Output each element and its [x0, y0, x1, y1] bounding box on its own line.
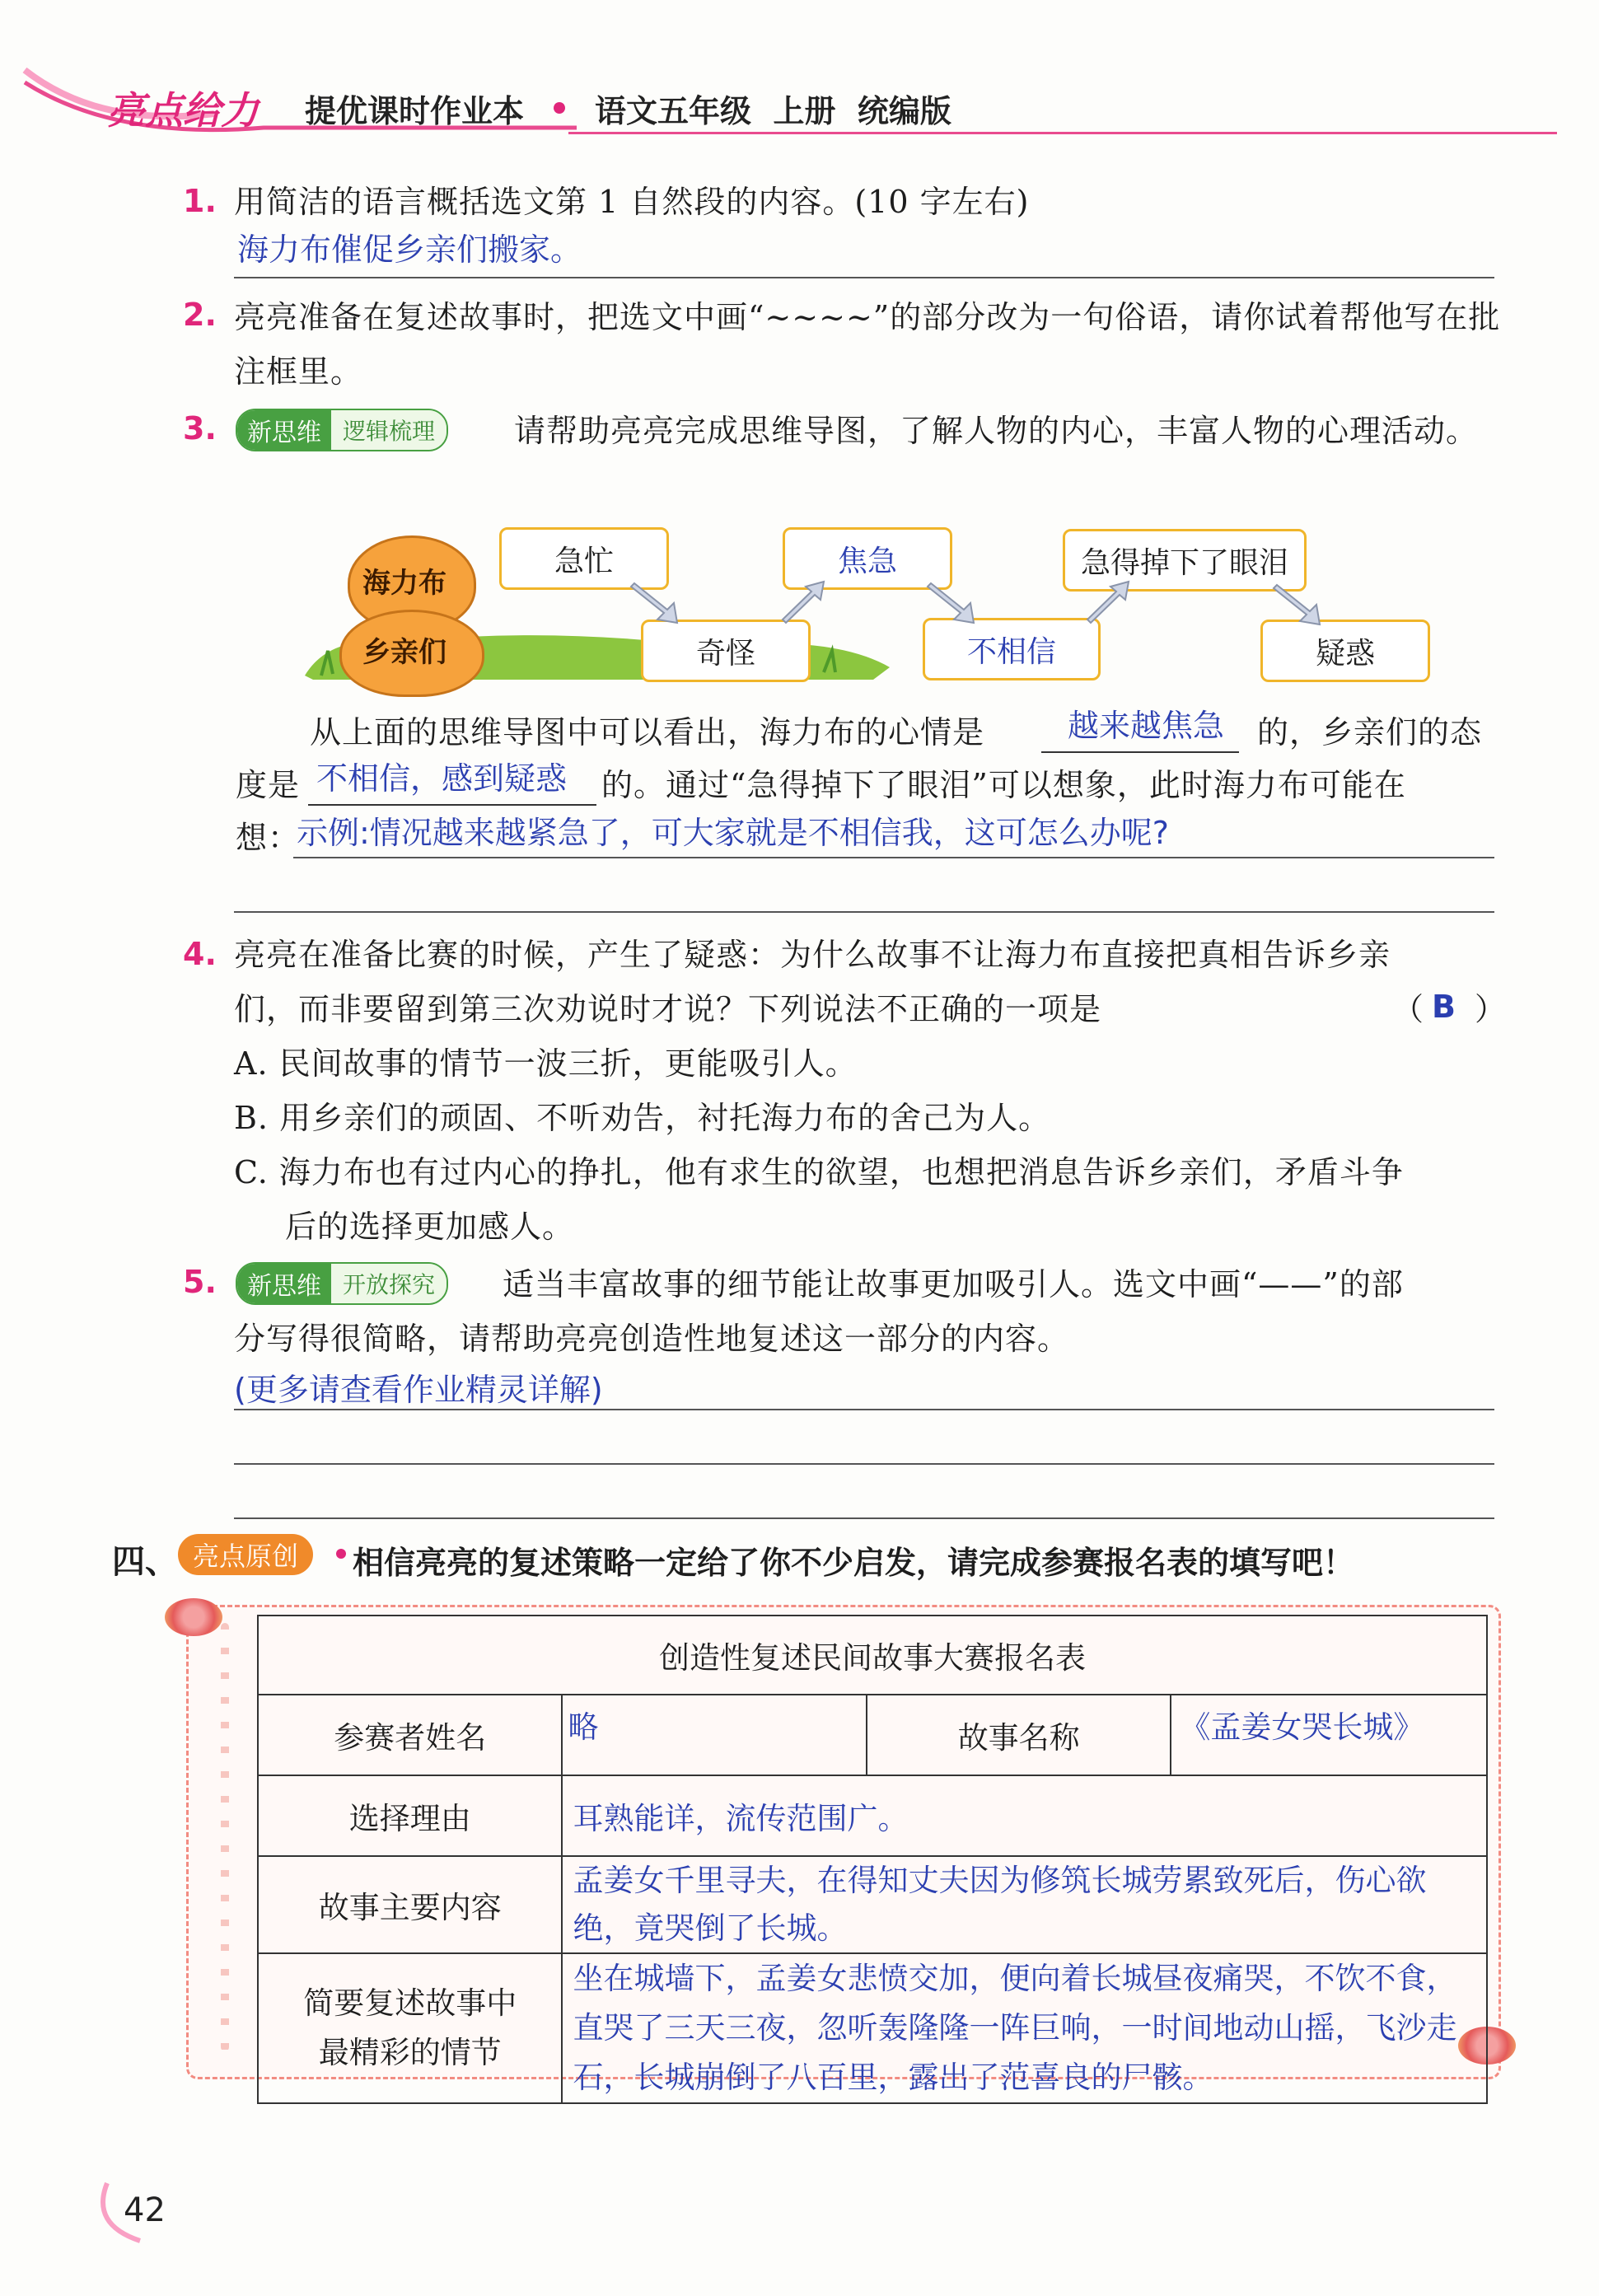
form-name-label: 参赛者姓名	[258, 1695, 562, 1775]
char-top-label: 海力布	[362, 567, 447, 600]
section4-tag: 亮点原创	[178, 1534, 313, 1575]
q5-line2: 分写得很简略，请帮助亮亮创造性地复述这一部分的内容。	[234, 1321, 1070, 1357]
q3-fill-c-prefix: 想：	[236, 820, 301, 856]
form-reason-label: 选择理由	[258, 1775, 562, 1856]
form-content-value: 孟姜女千里寻夫，在得知丈夫因为修筑长城劳累致死后，伤心欲绝，竟哭倒了长城。	[562, 1856, 1487, 1953]
q5-line-1	[234, 1409, 1494, 1410]
q4-option-b: B. 用乡亲们的顽固、不听劝告，衬托海力布的舍己为人。	[234, 1100, 1051, 1136]
q3-fill-c-line2	[234, 911, 1494, 913]
form-content-label: 故事主要内容	[258, 1856, 562, 1953]
header-dot	[554, 102, 565, 114]
q4-line2: 们，而非要留到第三次劝说时才说？下列说法不正确的一项是	[234, 991, 1102, 1027]
q3-fill-a-suffix: 的，乡亲们的态	[1257, 714, 1483, 751]
q3-fill-b-prefix: 度是	[236, 767, 301, 803]
section4-text: 相信亮亮的复述策略一定给了你不少启发，请完成参赛报名表的填写吧！	[353, 1545, 1355, 1581]
q4-option-c-cont: 后的选择更加感人。	[285, 1209, 575, 1245]
form-story-label: 故事名称	[867, 1695, 1171, 1775]
series-title: 提优课时作业本	[305, 93, 525, 129]
q4-option-a: A. 民间故事的情节一波三折，更能吸引人。	[234, 1045, 858, 1082]
q3-fill-b-suffix: 的。通过“急得掉下了眼泪”可以想象，此时海力布可能在	[601, 767, 1406, 803]
form-plot-label	[258, 1953, 562, 2103]
q3-fill-a-answer: 越来越焦急	[1068, 708, 1225, 744]
q1-answer-line	[234, 277, 1494, 278]
registration-form	[257, 1615, 1488, 2104]
q2-number: 2.	[183, 297, 217, 333]
q3-fill-c-line1	[293, 857, 1494, 858]
mindmap-arrows	[626, 577, 1368, 634]
section4-dot	[336, 1549, 346, 1559]
form-plot-label-line1: 简要复述故事中	[303, 1985, 517, 2021]
q1-number: 1.	[183, 183, 217, 219]
q3-badge-right: 逻辑梳理	[331, 410, 447, 450]
form-story-value: 《孟姜女哭长城》	[1171, 1695, 1487, 1775]
q5-badge-left: 新思维	[237, 1264, 331, 1303]
q5-badge	[236, 1262, 448, 1305]
form-plot-value: 坐在城墙下，孟姜女悲愤交加，便向着长城昼夜痛哭，不饮不食，直哭了三天三夜，忽听轰隆隆一阵巨响，一时间地动山摇，飞沙走石，长城崩倒了八百里，露出了范喜良的尸骸。	[562, 1953, 1487, 2103]
q5-line-2	[234, 1463, 1494, 1465]
mindmap-box-jiaoji: 焦急	[783, 527, 952, 590]
q3-fill-b-answer: 不相信，感到疑惑	[316, 760, 568, 797]
form-dot-strip	[221, 1623, 229, 2051]
book-title: 语文五年级 上册 统编版	[595, 93, 951, 129]
q5-badge-right: 开放探究	[331, 1264, 447, 1303]
q4-paren-open: （	[1392, 991, 1425, 1027]
flower-icon-top-left	[165, 1598, 222, 1636]
section4-label: 四、	[112, 1543, 178, 1581]
q5-line-3	[234, 1517, 1494, 1519]
q3-fill-b-line	[308, 804, 596, 806]
q3-number: 3.	[183, 410, 217, 447]
mindmap-box-yanlei: 急得掉下了眼泪	[1063, 529, 1307, 592]
form-title: 创造性复述民间故事大赛报名表	[258, 1616, 1487, 1695]
form-name-value: 略	[562, 1695, 866, 1775]
q1-text: 用简洁的语言概括选文第 1 自然段的内容。(10 字左右)	[234, 184, 1030, 220]
q3-fill-c-answer: 示例:情况越来越紧急了，可大家就是不相信我，这可怎么办呢?	[297, 815, 1169, 851]
q4-number: 4.	[183, 936, 217, 972]
q4-line1: 亮亮在准备比赛的时候，产生了疑惑：为什么故事不让海力布直接把真相告诉乡亲	[234, 937, 1391, 973]
form-reason-value: 耳熟能详，流传范围广。	[562, 1775, 1487, 1856]
q3-fill-a-prefix: 从上面的思维导图中可以看出，海力布的心情是	[310, 714, 985, 751]
header-rule	[568, 132, 1557, 134]
q4-answer: B	[1432, 989, 1456, 1025]
form-plot-label-line2: 最精彩的情节	[318, 2035, 502, 2070]
q3-fill-a-line	[1041, 751, 1239, 753]
q4-paren-close: ）	[1475, 991, 1508, 1027]
mindmap-box-qiguai: 奇怪	[641, 620, 811, 682]
page-number: 42	[124, 2191, 166, 2229]
char-bottom-label: 乡亲们	[362, 636, 447, 669]
q2-text: 亮亮准备在复述故事时，把选文中画“~~~~”的部分改为一句俗语，请你试着帮他写在批注框里。	[234, 299, 1501, 390]
q5-answer: (更多请查看作业精灵详解)	[234, 1372, 603, 1408]
mindmap-box-yihuo: 疑惑	[1260, 620, 1430, 682]
q1-answer: 海力布催促乡亲们搬家。	[237, 231, 582, 268]
q3-text: 请帮助亮亮完成思维导图，了解人物的内心，丰富人物的心理活动。	[514, 413, 1479, 449]
q3-badge-left: 新思维	[237, 410, 331, 450]
mindmap-box-buxiangxin: 不相信	[923, 618, 1101, 680]
brand-logo: 亮点给力	[107, 88, 259, 133]
q5-number: 5.	[183, 1264, 217, 1300]
mindmap-box-jimang: 急忙	[499, 527, 669, 590]
q4-option-c: C. 海力布也有过内心的挣扎，他有求生的欲望，也想把消息告诉乡亲们，矛盾斗争	[234, 1154, 1404, 1190]
q5-line1: 适当丰富故事的细节能让故事更加吸引人。选文中画“——”的部	[503, 1266, 1404, 1302]
